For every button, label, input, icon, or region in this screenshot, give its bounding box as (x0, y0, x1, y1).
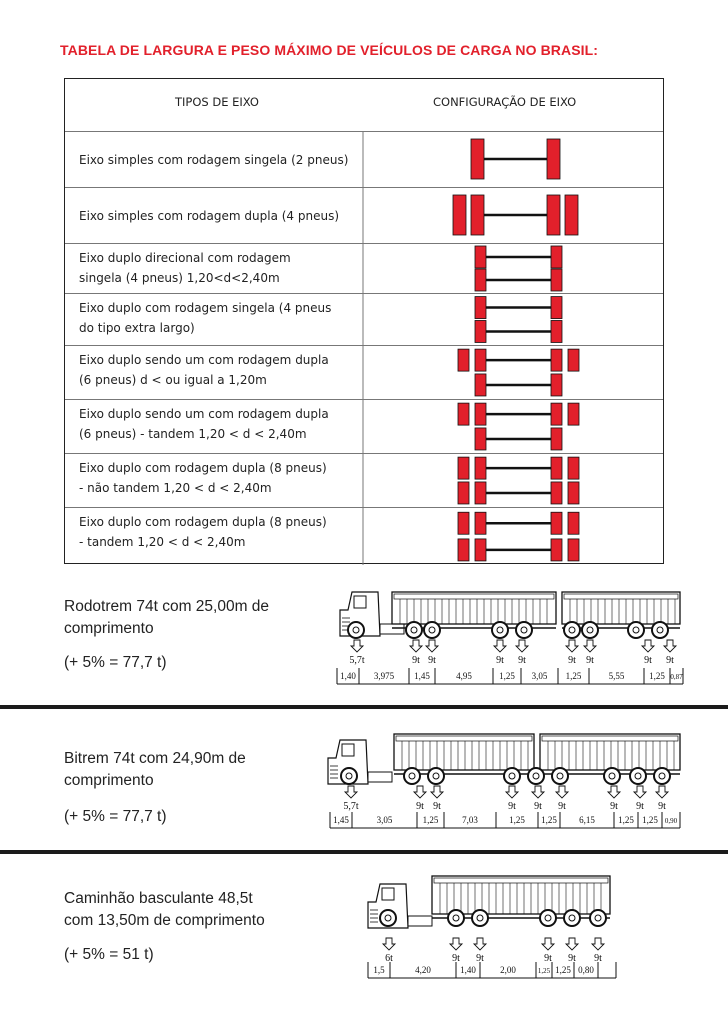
dimension-label: 0,87 (670, 673, 683, 681)
vehicle-title: comprimento (64, 620, 154, 637)
wheel-hub (433, 773, 439, 779)
load-arrow (383, 938, 395, 950)
load-arrow (414, 786, 426, 798)
load-arrow (542, 938, 554, 950)
axle-load-label: 9t (658, 801, 666, 812)
dimension-label: 1,40 (340, 671, 356, 681)
axle-load-label: 9t (558, 801, 566, 812)
wheel-hub (533, 773, 539, 779)
dimension-label: 6,15 (579, 815, 595, 825)
wheel-hub (346, 773, 352, 779)
axle-load-label: 9t (666, 655, 674, 666)
wheel-hub (509, 773, 515, 779)
axle-type-label: Eixo duplo com rodagem singela (4 pneus (79, 301, 332, 315)
wheel-hub (453, 915, 459, 921)
axle-load-label: 9t (568, 655, 576, 666)
load-arrow (642, 640, 654, 652)
load-arrow (431, 786, 443, 798)
page-title: TABELA DE LARGURA E PESO MÁXIMO DE VEÍCULOS DE CARGA NO BRASIL: (60, 42, 599, 58)
dimension-label: 1,25 (541, 815, 557, 825)
axle-load-label: 9t (496, 655, 504, 666)
axle-load-label: 9t (568, 953, 576, 964)
dimension-label: 0,90 (664, 817, 678, 825)
dimension-label: 3,05 (376, 815, 393, 825)
axle-load-label: 9t (544, 953, 552, 964)
load-arrow (494, 640, 506, 652)
dimension-label: 4,95 (456, 671, 472, 681)
load-arrow (516, 640, 528, 652)
wheel-hub (409, 773, 415, 779)
dimension-label: 7,03 (462, 815, 478, 825)
load-arrow (664, 640, 676, 652)
dimension-label: 1,45 (414, 671, 430, 681)
wheel-hub (429, 627, 435, 633)
cab-window (354, 596, 366, 608)
col-header-tipos: TIPOS DE EIXO (175, 95, 259, 109)
axle-load-label: 6t (385, 953, 393, 964)
axle-load-label: 9t (610, 801, 618, 812)
dimension-label: 1,5 (373, 965, 385, 975)
axle-load-label: 9t (452, 953, 460, 964)
wheel-hub (545, 915, 551, 921)
cab-window (342, 744, 354, 756)
load-arrow (426, 640, 438, 652)
load-arrow (608, 786, 620, 798)
axle-load-label: 9t (586, 655, 594, 666)
trailer-rail (434, 878, 608, 883)
dimension-label: 1,25 (509, 815, 525, 825)
dimension-label: 1,25 (565, 671, 582, 681)
vehicle-weight-tolerance: (+ 5% = 77,7 t) (64, 808, 167, 825)
load-arrow (474, 938, 486, 950)
axle-load-label: 9t (428, 655, 436, 666)
dimension-label: 1,25 (649, 671, 665, 681)
trailer-rail (396, 736, 532, 741)
vehicle-title: com 13,50m de comprimento (64, 912, 265, 929)
wheel-hub (659, 773, 665, 779)
load-arrow (592, 938, 604, 950)
wheel-hub (609, 773, 615, 779)
load-arrow (656, 786, 668, 798)
axle-load-label: 9t (518, 655, 526, 666)
load-arrow (532, 786, 544, 798)
axle-type-label: - não tandem 1,20 < d < 2,40m (79, 481, 272, 495)
dimension-label: 5,55 (608, 671, 625, 681)
load-arrow (566, 938, 578, 950)
wheel-hub (477, 915, 483, 921)
axle-load-label: 9t (416, 801, 424, 812)
dimension-label: 3,05 (531, 671, 548, 681)
chassis (380, 624, 404, 634)
vehicle-title: Caminhão basculante 48,5t (64, 890, 253, 907)
axle-load-label: 9t (636, 801, 644, 812)
wheel-hub (411, 627, 417, 633)
wheel-hub (521, 627, 527, 633)
axle-type-label: singela (4 pneus) 1,20<d<2,40m (79, 271, 280, 285)
dimension-label: 1,25 (422, 815, 439, 825)
cab-window (382, 888, 394, 900)
load-arrow (410, 640, 422, 652)
dimension-label: 4,20 (415, 965, 431, 975)
col-header-config: CONFIGURAÇÃO DE EIXO (433, 95, 577, 109)
load-arrow (506, 786, 518, 798)
wheel-hub (569, 627, 575, 633)
vehicle-title: Bitrem 74t com 24,90m de (64, 750, 246, 767)
axle-load-label: 9t (594, 953, 602, 964)
axle-type-label: Eixo duplo sendo um com rodagem dupla (79, 407, 329, 421)
axle-load-label: 5,7t (349, 655, 365, 666)
wheel-hub (353, 627, 359, 633)
load-arrow (566, 640, 578, 652)
axle-load-label: 9t (644, 655, 652, 666)
vehicle-weight-tolerance: (+ 5% = 51 t) (64, 946, 154, 963)
axle-type-label: Eixo duplo com rodagem dupla (8 pneus) (79, 515, 327, 529)
load-arrow (345, 786, 357, 798)
dimension-label: 1,25 (642, 815, 658, 825)
axle-type-label: Eixo simples com rodagem singela (2 pneus) (79, 153, 349, 167)
axle-load-label: 5,7t (343, 801, 359, 812)
dimension-label: 1,45 (333, 815, 349, 825)
dimension-label: 1,25 (555, 965, 571, 975)
axle-type-label: - tandem 1,20 < d < 2,40m (79, 535, 246, 549)
axle-load-label: 9t (412, 655, 420, 666)
axle-type-label: (6 pneus) d < ou igual a 1,20m (79, 373, 267, 387)
vehicle-title: comprimento (64, 772, 154, 789)
vehicle-title: Rodotrem 74t com 25,00m de (64, 598, 270, 615)
axle-load-label: 9t (433, 801, 441, 812)
load-arrow (450, 938, 462, 950)
axle-type-label: Eixo duplo direcional com rodagem (79, 251, 291, 265)
dimension-label: 0,80 (578, 965, 594, 975)
axle-type-label: Eixo simples com rodagem dupla (4 pneus) (79, 209, 340, 223)
axle-type-label: Eixo duplo sendo um com rodagem dupla (79, 353, 329, 367)
wheel-hub (587, 627, 593, 633)
load-arrow (351, 640, 363, 652)
trailer-rail (564, 594, 678, 599)
wheel-hub (635, 773, 641, 779)
dimension-label: 1,25 (618, 815, 634, 825)
axle-type-label: do tipo extra largo) (79, 321, 195, 335)
load-arrow (584, 640, 596, 652)
chassis (408, 916, 432, 926)
wheel-hub (557, 773, 563, 779)
dimension-label: 1,25 (537, 967, 551, 975)
axle-type-label: (6 pneus) - tandem 1,20 < d < 2,40m (79, 427, 307, 441)
dimension-label: 1,40 (460, 965, 476, 975)
trailer-rail (394, 594, 554, 599)
dimension-label: 3,975 (373, 671, 395, 681)
wheel-hub (385, 915, 391, 921)
axle-load-label: 9t (508, 801, 516, 812)
wheel-hub (595, 915, 601, 921)
axle-type-label: Eixo duplo com rodagem dupla (8 pneus) (79, 461, 327, 475)
trailer-rail (542, 736, 678, 741)
axle-load-label: 9t (476, 953, 484, 964)
wheel-hub (497, 627, 503, 633)
axle-load-label: 9t (534, 801, 542, 812)
wheel-hub (569, 915, 575, 921)
chassis (368, 772, 392, 782)
wheel-hub (633, 627, 639, 633)
vehicle-weight-tolerance: (+ 5% = 77,7 t) (64, 654, 167, 671)
wheel-hub (657, 627, 663, 633)
load-arrow (634, 786, 646, 798)
dimension-label: 2,00 (500, 965, 516, 975)
load-arrow (556, 786, 568, 798)
dimension-label: 1,25 (499, 671, 515, 681)
